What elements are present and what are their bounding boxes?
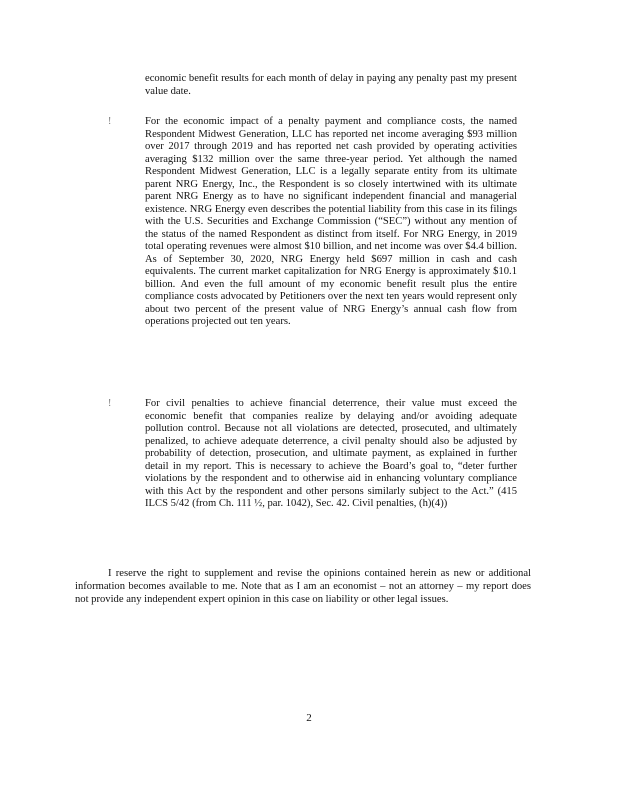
bullet-marker: ! xyxy=(108,116,112,127)
bullet-marker: ! xyxy=(108,398,112,409)
closing-paragraph: I reserve the right to supplement and revise the opinions contained herein as new or additional information becomes available to me. Note that as I am an economist – not an attorney – my report does not provide any independent expert opinion in this case on liability or other legal issues. xyxy=(75,568,531,605)
page-number: 2 xyxy=(306,712,312,724)
paragraph-economic-benefit-continuation: economic benefit results for each month of delay in paying any penalty past my present value date. xyxy=(145,73,517,97)
paragraph-civil-penalties: For civil penalties to achieve financial deterrence, their value must exceed the economic benefit that companies realize by delaying and/or avoiding adequate pollution control. Because not all violations are detected, prosecuted, and ultimately penalized, to achieve adequate deterrence, a civil penalty should also be adjusted by probability of detection, prosecution, and ultimate payment, as explained in further detail in my report. This is necessary to achieve the Board’s goal to, “deter further violations by the respondent and to otherwise aid in enhancing voluntary compliance with this Act by the respondent and other persons similarly subject to the Act.” (415 ILCS 5/42 (from Ch. 111 ½, par. 1042), Sec. 42. Civil penalties, (h)(4)) xyxy=(145,398,517,509)
paragraph-economic-impact: For the economic impact of a penalty payment and compliance costs, the named Respondent Midwest Generation, LLC has reported net income averaging $93 million over 2017 through 2019 and has reported net cash provided by operating activities averaging $132 million over the same three-year period. Yet although the named Respondent Midwest Generation, LLC is a legally separate entity from its ultimate parent NRG Energy, Inc., the Respondent is so closely intertwined with its ultimate parent NRG Energy as to have no significant independent financial and managerial existence. NRG Energy even describes the potential liability from this case in its filings with the U.S. Securities and Exchange Commission (“SEC”) without any mention of the status of the named Respondent as distinct from itself. For NRG Energy, in 2019 total operating revenues were almost $10 billion, and net income was over $4.4 billion. As of September 30, 2020, NRG Energy held $697 million in cash and cash equivalents. The current market capitalization for NRG Energy is approximately $10.1 billion. And even the full amount of my economic benefit result plus the entire compliance costs advocated by Petitioners over the next ten years would represent only about two percent of the present value of NRG Energy’s annual cash flow from operations projected out ten years. xyxy=(145,116,517,327)
